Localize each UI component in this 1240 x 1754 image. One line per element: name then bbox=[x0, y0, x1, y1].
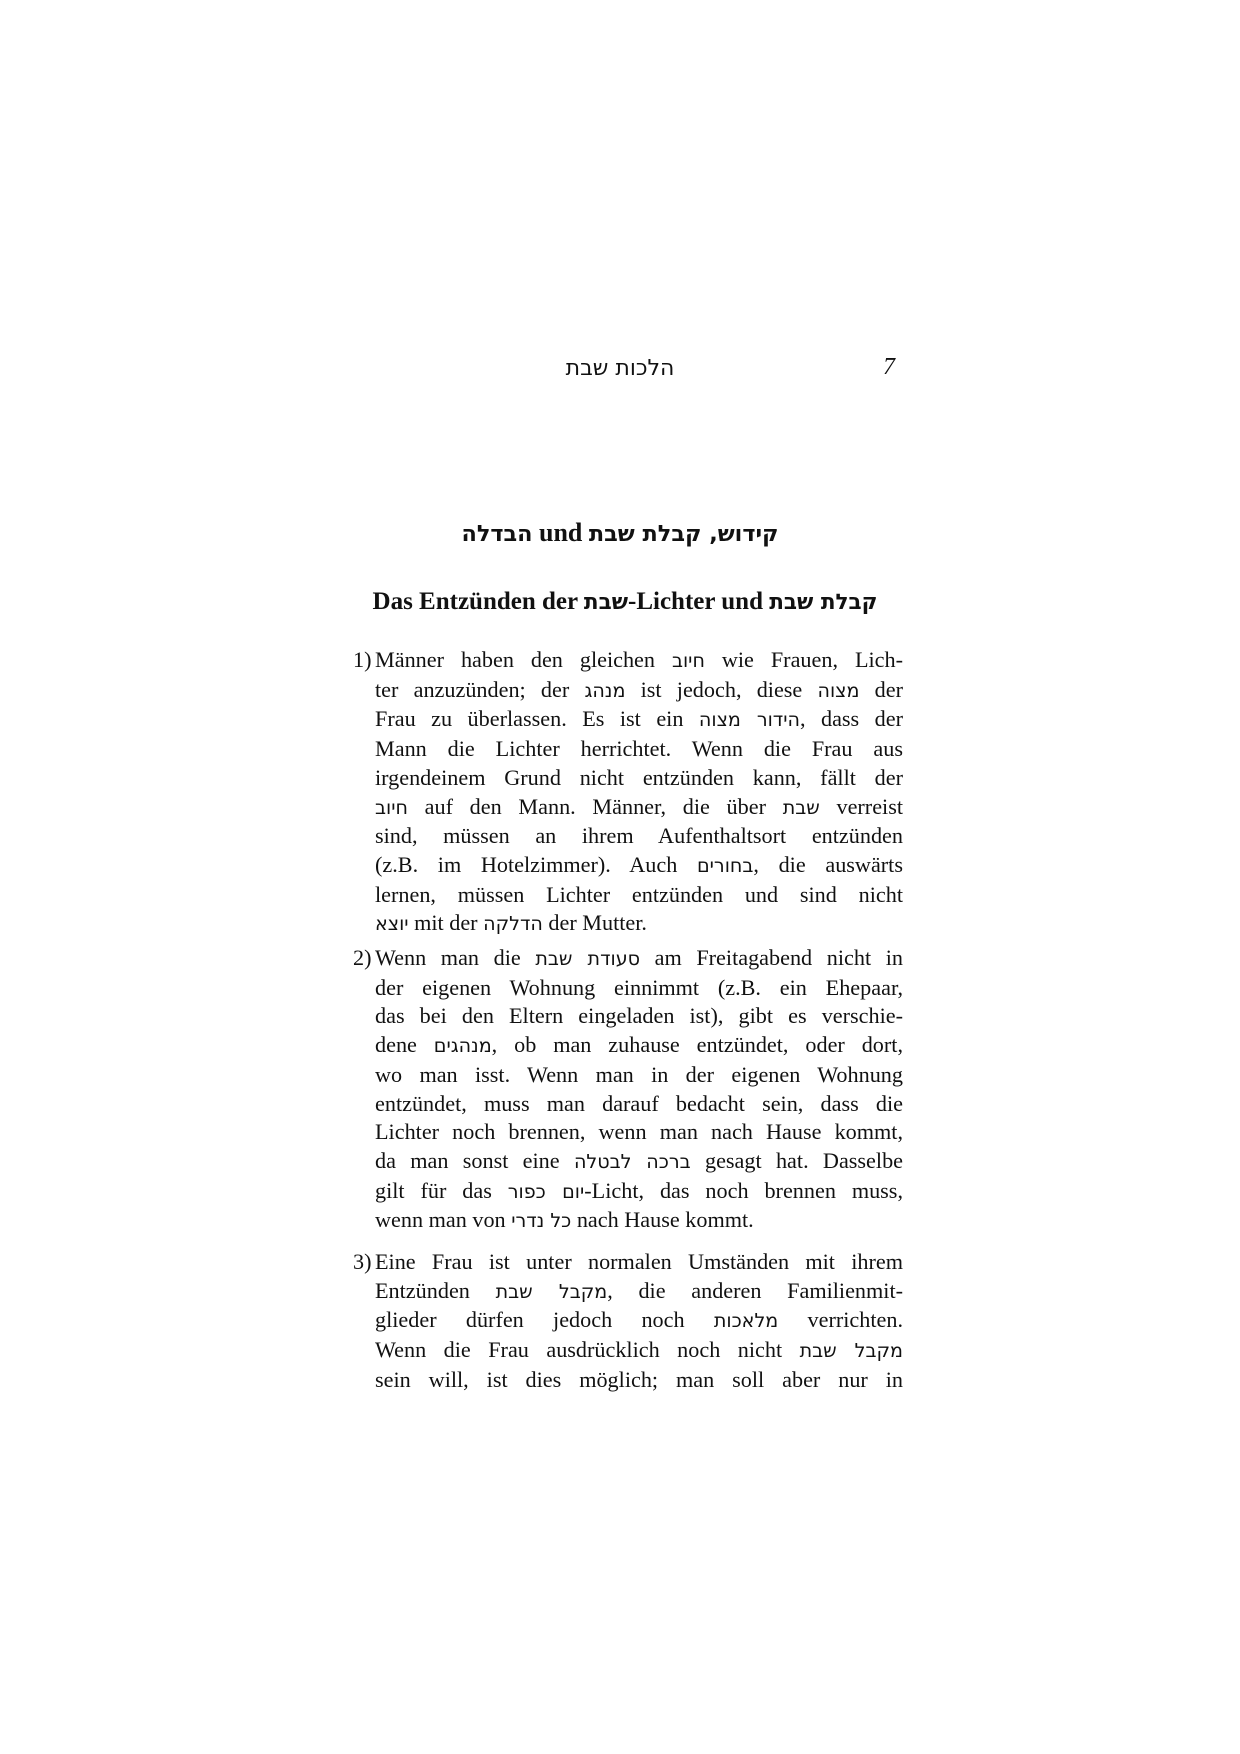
text-run: dene bbox=[375, 1032, 434, 1058]
section-title-hebrew-b: קבלת שבת bbox=[769, 590, 878, 615]
chapter-title bbox=[300, 518, 940, 548]
hebrew-term: מלאכות bbox=[713, 1309, 779, 1333]
text-run: Eine Frau ist unter normalen Umständen mit ihrem bbox=[375, 1249, 903, 1274]
text-run: , die anderen Familienmit- bbox=[607, 1277, 904, 1303]
text-run: am Freitagabend nicht in bbox=[640, 945, 903, 970]
text-line bbox=[353, 1306, 903, 1336]
section-title-prefix: Das Entzünden der bbox=[372, 588, 578, 615]
text-run: das bei den Eltern eingeladen ist), gibt es verschie- bbox=[375, 1003, 903, 1029]
list-item-body bbox=[353, 1248, 903, 1395]
hebrew-term: בחורים bbox=[697, 853, 754, 877]
hebrew-term: יוצא bbox=[375, 912, 409, 936]
hebrew-term: חיוב bbox=[375, 795, 408, 819]
list-item-number: 3) bbox=[353, 1249, 372, 1274]
text-run: wo man isst. Wenn man in der eigenen Wohnung bbox=[375, 1061, 903, 1087]
text-run: Wenn die Frau ausdrücklich noch nicht bbox=[375, 1337, 800, 1363]
text-run: Wenn man die bbox=[375, 945, 536, 970]
text-line bbox=[353, 1366, 903, 1395]
text-line bbox=[353, 822, 903, 851]
chapter-title-hebrew-a: הבדלה bbox=[461, 521, 533, 547]
hebrew-term: מצוה bbox=[817, 678, 860, 702]
text-line bbox=[353, 1177, 903, 1207]
text-line bbox=[353, 1090, 903, 1119]
text-run: der eigenen Wohnung einnimmt (z.B. ein Ehepaar, bbox=[375, 974, 903, 1000]
text-run: Mann die Lichter herrichtet. Wenn die Frau aus bbox=[375, 736, 903, 762]
hebrew-term: הידור מצוה bbox=[698, 708, 800, 732]
text-line bbox=[353, 1206, 903, 1236]
text-line bbox=[353, 1118, 903, 1147]
text-line bbox=[353, 705, 903, 735]
text-line bbox=[353, 735, 903, 764]
text-line bbox=[353, 1248, 903, 1277]
text-run: , ob man zuhause entzündet, oder dort, bbox=[491, 1032, 903, 1058]
text-line bbox=[353, 944, 903, 974]
text-run: gilt für das bbox=[375, 1177, 508, 1203]
text-line bbox=[353, 1002, 903, 1031]
text-line bbox=[353, 793, 903, 823]
text-run: wie Frauen, Lich- bbox=[704, 647, 903, 672]
text-run: sind, müssen an ihrem Aufenthaltsort entzünden bbox=[375, 823, 903, 849]
text-run: wenn man von bbox=[375, 1207, 512, 1233]
text-run: (z.B. im Hotelzimmer). Auch bbox=[375, 851, 697, 877]
page-number: 7 bbox=[883, 354, 895, 380]
text-line bbox=[353, 974, 903, 1003]
text-run: der Mutter. bbox=[542, 910, 647, 936]
text-run: mit der bbox=[408, 910, 484, 936]
hebrew-term: חיוב bbox=[671, 649, 705, 672]
chapter-title-und: und bbox=[538, 518, 583, 547]
text-run: Männer haben den gleichen bbox=[375, 647, 672, 672]
section-title-middle: -Lichter und bbox=[628, 588, 763, 615]
text-line bbox=[353, 646, 903, 676]
section-title bbox=[345, 588, 905, 616]
text-run: gesagt hat. Dasselbe bbox=[690, 1147, 904, 1173]
text-run: ter anzuzünden; der bbox=[375, 676, 585, 702]
text-line bbox=[353, 764, 903, 793]
text-run: glieder dürfen jedoch noch bbox=[375, 1307, 714, 1333]
list-item bbox=[353, 1248, 903, 1395]
text-run: entzündet, muss man darauf bedacht sein, dass die bbox=[375, 1090, 903, 1116]
hebrew-term: מנהג bbox=[584, 678, 626, 702]
text-run: verreist bbox=[819, 793, 904, 819]
text-line bbox=[353, 1031, 903, 1061]
list-item-number: 1) bbox=[353, 647, 372, 672]
hebrew-term: ברכה לבטלה bbox=[573, 1149, 691, 1173]
text-run: -Licht, das noch brennen muss, bbox=[584, 1177, 903, 1203]
text-run: auf den Mann. Männer, die über bbox=[407, 793, 783, 819]
text-line bbox=[353, 1147, 903, 1177]
list-item-body bbox=[353, 646, 903, 939]
text-run: Frau zu überlassen. Es ist ein bbox=[375, 706, 699, 732]
text-line bbox=[353, 909, 903, 939]
text-line bbox=[353, 1336, 903, 1366]
text-run: , die auswärts bbox=[753, 851, 903, 877]
hebrew-term: יום כפור bbox=[507, 1179, 585, 1203]
list-item bbox=[353, 646, 903, 939]
hebrew-term: כל נדרי bbox=[511, 1209, 572, 1233]
text-run: Lichter noch brennen, wenn man nach Hause kommt, bbox=[375, 1119, 903, 1145]
text-line bbox=[353, 1277, 903, 1307]
text-run: sein will, ist dies möglich; man soll aber nur in bbox=[375, 1366, 903, 1392]
hebrew-term: מקבל שבת bbox=[799, 1339, 904, 1363]
text-run: , dass der bbox=[799, 706, 903, 732]
list-item bbox=[353, 944, 903, 1236]
text-run: verrichten. bbox=[778, 1307, 903, 1333]
text-run: ist jedoch, diese bbox=[625, 676, 818, 702]
chapter-title-hebrew-b: קידוש, קבלת שבת bbox=[588, 521, 779, 547]
text-run: da man sonst eine bbox=[375, 1147, 574, 1173]
running-header-title: הלכות שבת bbox=[565, 356, 675, 381]
text-line bbox=[353, 851, 903, 881]
running-header bbox=[375, 356, 895, 392]
text-line bbox=[353, 1061, 903, 1090]
text-run: der bbox=[859, 676, 903, 702]
hebrew-term: סעודת שבת bbox=[535, 947, 641, 970]
text-line bbox=[353, 676, 903, 706]
list-item-number: 2) bbox=[353, 945, 372, 970]
text-run: Entzünden bbox=[375, 1277, 496, 1303]
hebrew-term: הדלקה bbox=[483, 912, 543, 936]
hebrew-term: שבת bbox=[782, 795, 820, 819]
text-run: nach Hause kommt. bbox=[571, 1207, 754, 1233]
hebrew-term: מקבל שבת bbox=[495, 1279, 608, 1303]
text-run: lernen, müssen Lichter entzünden und sind nicht bbox=[375, 881, 903, 907]
text-line bbox=[353, 881, 903, 910]
text-run: irgendeinem Grund nicht entzünden kann, fällt der bbox=[375, 764, 903, 790]
hebrew-term: מנהגים bbox=[433, 1034, 492, 1058]
section-title-hebrew-a: שבת bbox=[583, 590, 629, 615]
list-item-body bbox=[353, 944, 903, 1236]
